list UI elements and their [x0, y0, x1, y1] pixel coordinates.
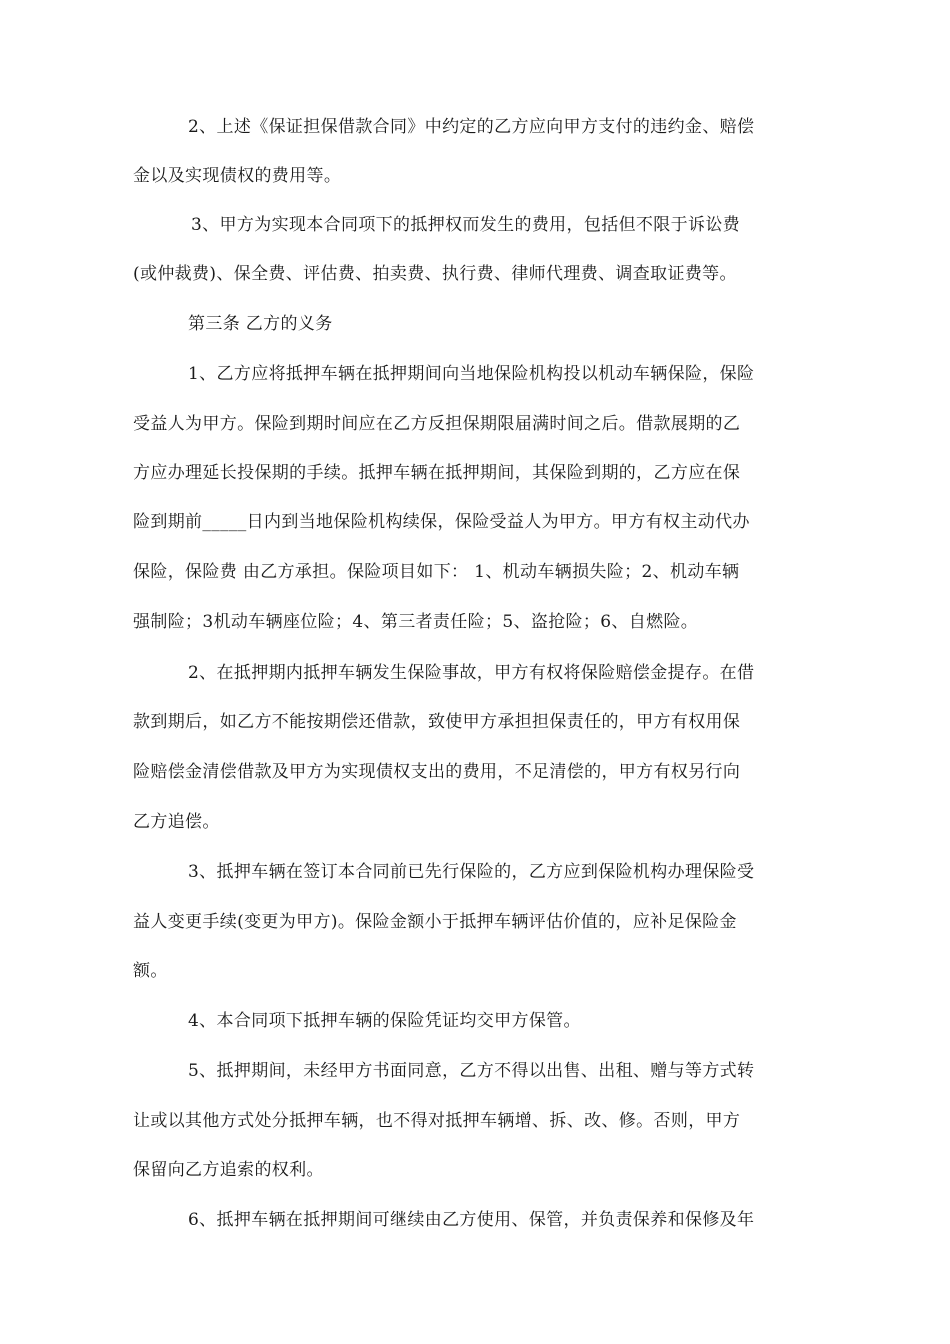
- paragraph-line: 额。: [133, 961, 168, 981]
- paragraph-line: 乙方追偿。: [133, 812, 220, 832]
- paragraph-line: 4、本合同项下抵押车辆的保险凭证均交甲方保管。: [188, 1011, 581, 1031]
- paragraph-line: 保险，保险费 由乙方承担。保险项目如下： 1、机动车辆损失险；2、机动车辆: [133, 562, 740, 582]
- paragraph-line: 强制险；3机动车辆座位险；4、第三者责任险；5、盗抢险；6、自燃险。: [133, 612, 699, 632]
- paragraph-line: (或仲裁费)、保全费、评估费、拍卖费、执行费、律师代理费、调查取证费等。: [133, 264, 737, 284]
- paragraph-line: 让或以其他方式处分抵押车辆，也不得对抵押车辆增、拆、改、修。否则，甲方: [133, 1111, 741, 1131]
- paragraph-line: 险到期前_____日内到当地保险机构续保，保险受益人为甲方。甲方有权主动代办: [133, 512, 750, 532]
- paragraph-line: 方应办理延长投保期的手续。抵押车辆在抵押期间，其保险到期的，乙方应在保: [133, 463, 741, 483]
- paragraph-line: 3、甲方为实现本合同项下的抵押权而发生的费用，包括但不限于诉讼费: [191, 215, 741, 235]
- paragraph-line: 险赔偿金清偿借款及甲方为实现债权支出的费用，不足清偿的，甲方有权另行向: [133, 762, 741, 782]
- paragraph-line: 2、在抵押期内抵押车辆发生保险事故，甲方有权将保险赔偿金提存。在借: [188, 663, 755, 683]
- paragraph-line: 金以及实现债权的费用等。: [133, 166, 342, 186]
- paragraph-line: 3、抵押车辆在签订本合同前已先行保险的，乙方应到保险机构办理保险受: [188, 862, 755, 882]
- paragraph-line: 保留向乙方追索的权利。: [133, 1160, 324, 1180]
- paragraph-line: 1、乙方应将抵押车辆在抵押期间向当地保险机构投以机动车辆保险，保险: [188, 364, 755, 384]
- section-heading: 第三条 乙方的义务: [188, 314, 333, 334]
- paragraph-line: 款到期后，如乙方不能按期偿还借款，致使甲方承担担保责任的，甲方有权用保: [133, 712, 741, 732]
- paragraph-line: 受益人为甲方。保险到期时间应在乙方反担保期限届满时间之后。借款展期的乙: [133, 414, 741, 434]
- paragraph-line: 益人变更手续(变更为甲方)。保险金额小于抵押车辆评估价值的，应补足保险金: [133, 912, 737, 932]
- paragraph-line: 6、抵押车辆在抵押期间可继续由乙方使用、保管，并负责保养和保修及年: [188, 1210, 755, 1230]
- paragraph-line: 2、上述《保证担保借款合同》中约定的乙方应向甲方支付的违约金、赔偿: [188, 117, 755, 137]
- paragraph-line: 5、抵押期间，未经甲方书面同意，乙方不得以出售、出租、赠与等方式转: [188, 1061, 755, 1081]
